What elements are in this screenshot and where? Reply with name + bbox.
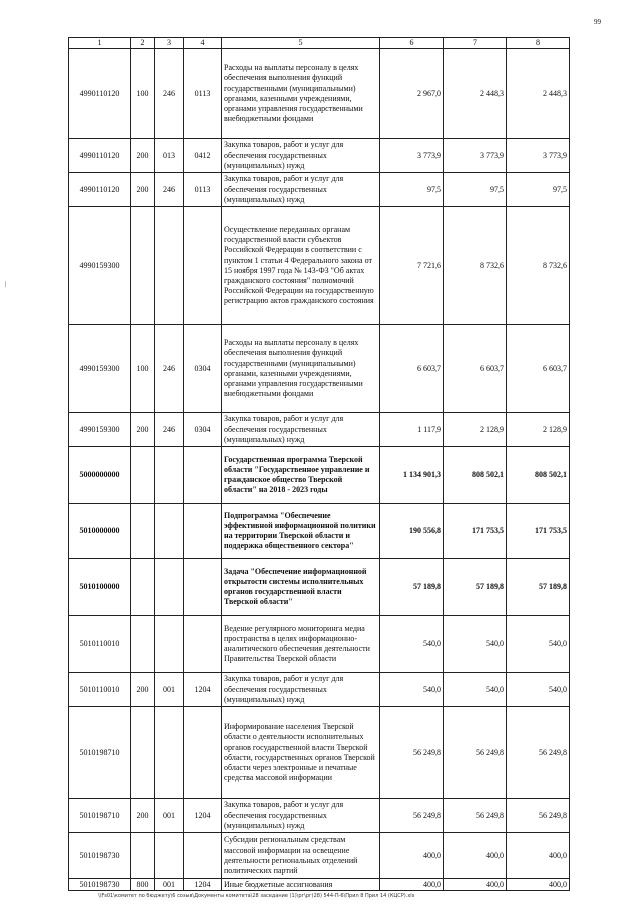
row-vr: 200 xyxy=(131,139,155,173)
table-row xyxy=(69,879,570,891)
margin-mark: | xyxy=(5,280,7,288)
row-vr: 100 xyxy=(131,325,155,413)
row-code: 4990159300 xyxy=(69,413,131,447)
row-section: 1204 xyxy=(184,673,222,707)
header-col-2: 2 xyxy=(131,38,155,49)
header-row xyxy=(69,38,570,49)
row-code: 5010100000 xyxy=(69,559,131,616)
row-kosgu xyxy=(155,707,184,799)
row-section: 0304 xyxy=(184,325,222,413)
row-amount-2018: 3 773,9 xyxy=(380,139,444,173)
row-kosgu xyxy=(155,447,184,504)
row-vr xyxy=(131,207,155,325)
row-section: 1204 xyxy=(184,879,222,891)
header-col-4: 4 xyxy=(184,38,222,49)
row-amount-2019: 3 773,9 xyxy=(444,139,507,173)
row-kosgu: 001 xyxy=(155,799,184,833)
row-code: 4990159300 xyxy=(69,207,131,325)
page-number: 99 xyxy=(594,18,601,26)
row-section: 0304 xyxy=(184,413,222,447)
header-col-8: 8 xyxy=(507,38,570,49)
row-amount-2020: 6 603,7 xyxy=(507,325,570,413)
row-kosgu xyxy=(155,207,184,325)
row-description: Субсидии региональным средствам массовой информации на освещение деятельности региональных отделений политических партий xyxy=(222,833,380,879)
row-vr: 800 xyxy=(131,879,155,891)
row-amount-2018: 1 134 901,3 xyxy=(380,447,444,504)
row-kosgu: 013 xyxy=(155,139,184,173)
row-code: 4990110120 xyxy=(69,139,131,173)
table-row xyxy=(69,447,570,504)
row-description: Закупка товаров, работ и услуг для обеспечения государственных (муниципальных) нужд xyxy=(222,673,380,707)
row-amount-2019: 57 189,8 xyxy=(444,559,507,616)
row-code: 5010198730 xyxy=(69,879,131,891)
row-amount-2020: 56 249,8 xyxy=(507,707,570,799)
row-kosgu xyxy=(155,616,184,673)
header-col-6: 6 xyxy=(380,38,444,49)
row-kosgu: 246 xyxy=(155,325,184,413)
row-kosgu: 001 xyxy=(155,879,184,891)
row-amount-2018: 400,0 xyxy=(380,879,444,891)
row-section: 0113 xyxy=(184,173,222,207)
row-amount-2020: 2 448,3 xyxy=(507,49,570,139)
row-section xyxy=(184,833,222,879)
row-code: 5010000000 xyxy=(69,504,131,559)
row-amount-2020: 97,5 xyxy=(507,173,570,207)
table-row xyxy=(69,173,570,207)
row-kosgu xyxy=(155,833,184,879)
table-row xyxy=(69,207,570,325)
row-code: 5010110010 xyxy=(69,616,131,673)
row-amount-2018: 6 603,7 xyxy=(380,325,444,413)
row-amount-2020: 56 249,8 xyxy=(507,799,570,833)
table-row xyxy=(69,504,570,559)
row-description: Информирование населения Тверской области о деятельности исполнительных органов государственной власти Тверской области, государственных органов Тверской области через электронные и печатные средства массовой информации xyxy=(222,707,380,799)
row-description: Подпрограмма "Обеспечение эффективной информационной политики на территории Тверской области и поддержка общественного сектора" xyxy=(222,504,380,559)
row-description: Иные бюджетные ассигнования xyxy=(222,879,380,891)
row-vr: 100 xyxy=(131,49,155,139)
row-amount-2019: 56 249,8 xyxy=(444,707,507,799)
row-amount-2018: 7 721,6 xyxy=(380,207,444,325)
row-amount-2020: 400,0 xyxy=(507,879,570,891)
row-code: 5010110010 xyxy=(69,673,131,707)
table-row xyxy=(69,833,570,879)
row-amount-2018: 56 249,8 xyxy=(380,799,444,833)
row-amount-2020: 808 502,1 xyxy=(507,447,570,504)
table-row xyxy=(69,799,570,833)
row-description: Задача "Обеспечение информационной открытости системы исполнительных органов государственной власти Тверской области" xyxy=(222,559,380,616)
row-description: Осуществление переданных органам государственной власти субъектов Российской Федерации в соответствии с пунктом 1 статьи 4 Федерального закона от 15 ноября 1997 года № 143-ФЗ "Об актах гражданского состояния" полномочий Российской Федерации на государственную регистрацию актов гражданского состояния xyxy=(222,207,380,325)
row-amount-2019: 97,5 xyxy=(444,173,507,207)
footer-file-path: \\Fs01\комитет по бюджету\6 созыв\Документы комитета\28 заседание (1)\рг\рг(28) 544-П-6\Прил 8 Прил 14 (КЦСР).xls xyxy=(98,893,415,899)
table-row xyxy=(69,673,570,707)
table-row xyxy=(69,707,570,799)
row-kosgu xyxy=(155,504,184,559)
row-section: 0113 xyxy=(184,49,222,139)
row-amount-2020: 57 189,8 xyxy=(507,559,570,616)
header-col-5: 5 xyxy=(222,38,380,49)
table-row xyxy=(69,49,570,139)
row-code: 5000000000 xyxy=(69,447,131,504)
row-kosgu: 246 xyxy=(155,49,184,139)
row-vr: 200 xyxy=(131,413,155,447)
row-amount-2020: 8 732,6 xyxy=(507,207,570,325)
row-vr xyxy=(131,616,155,673)
row-amount-2018: 540,0 xyxy=(380,616,444,673)
row-vr: 200 xyxy=(131,673,155,707)
header-col-3: 3 xyxy=(155,38,184,49)
row-vr: 200 xyxy=(131,799,155,833)
table-row xyxy=(69,559,570,616)
row-vr xyxy=(131,559,155,616)
row-amount-2019: 2 128,9 xyxy=(444,413,507,447)
header-col-1: 1 xyxy=(69,38,131,49)
row-code: 4990110120 xyxy=(69,173,131,207)
row-description: Ведение регулярного мониторинга медиа пространства в целях информационно-аналитического обеспечения деятельности Правительства Тверской области xyxy=(222,616,380,673)
row-amount-2019: 808 502,1 xyxy=(444,447,507,504)
row-amount-2019: 56 249,8 xyxy=(444,799,507,833)
row-description: Закупка товаров, работ и услуг для обеспечения государственных (муниципальных) нужд xyxy=(222,799,380,833)
row-amount-2019: 6 603,7 xyxy=(444,325,507,413)
row-section xyxy=(184,616,222,673)
row-kosgu xyxy=(155,559,184,616)
row-vr xyxy=(131,447,155,504)
row-code: 5010198710 xyxy=(69,799,131,833)
row-amount-2019: 171 753,5 xyxy=(444,504,507,559)
table-row xyxy=(69,413,570,447)
row-amount-2018: 540,0 xyxy=(380,673,444,707)
row-description: Закупка товаров, работ и услуг для обеспечения государственных (муниципальных) нужд xyxy=(222,173,380,207)
row-amount-2019: 400,0 xyxy=(444,833,507,879)
row-kosgu: 246 xyxy=(155,173,184,207)
row-description: Расходы на выплаты персоналу в целях обеспечения выполнения функций государственными (муниципальными) органами, казенными учреждениями, органами управления государственными внебюджетными фондами xyxy=(222,49,380,139)
row-code: 4990110120 xyxy=(69,49,131,139)
row-vr: 200 xyxy=(131,173,155,207)
budget-table xyxy=(68,37,570,891)
row-amount-2019: 540,0 xyxy=(444,616,507,673)
row-vr xyxy=(131,707,155,799)
row-amount-2020: 2 128,9 xyxy=(507,413,570,447)
table-row xyxy=(69,325,570,413)
row-description: Расходы на выплаты персоналу в целях обеспечения выполнения функций государственными (муниципальными) органами, казенными учреждениями, органами управления государственными внебюджетными фондами xyxy=(222,325,380,413)
row-section xyxy=(184,504,222,559)
row-amount-2020: 171 753,5 xyxy=(507,504,570,559)
row-amount-2020: 400,0 xyxy=(507,833,570,879)
table-row xyxy=(69,616,570,673)
row-description: Закупка товаров, работ и услуг для обеспечения государственных (муниципальных) нужд xyxy=(222,413,380,447)
row-section xyxy=(184,447,222,504)
row-kosgu: 001 xyxy=(155,673,184,707)
row-amount-2019: 2 448,3 xyxy=(444,49,507,139)
row-section: 0412 xyxy=(184,139,222,173)
row-amount-2019: 540,0 xyxy=(444,673,507,707)
row-amount-2020: 3 773,9 xyxy=(507,139,570,173)
row-kosgu: 246 xyxy=(155,413,184,447)
row-description: Государственная программа Тверской области "Государственное управление и гражданское общество Тверской области" на 2018 - 2023 годы xyxy=(222,447,380,504)
row-amount-2018: 1 117,9 xyxy=(380,413,444,447)
row-amount-2018: 190 556,8 xyxy=(380,504,444,559)
header-col-7: 7 xyxy=(444,38,507,49)
row-vr xyxy=(131,833,155,879)
row-amount-2019: 8 732,6 xyxy=(444,207,507,325)
row-amount-2020: 540,0 xyxy=(507,616,570,673)
row-section xyxy=(184,207,222,325)
row-code: 5010198730 xyxy=(69,833,131,879)
row-vr xyxy=(131,504,155,559)
table-row xyxy=(69,139,570,173)
row-description: Закупка товаров, работ и услуг для обеспечения государственных (муниципальных) нужд xyxy=(222,139,380,173)
row-code: 5010198710 xyxy=(69,707,131,799)
row-amount-2018: 97,5 xyxy=(380,173,444,207)
row-code: 4990159300 xyxy=(69,325,131,413)
row-amount-2018: 400,0 xyxy=(380,833,444,879)
row-amount-2019: 400,0 xyxy=(444,879,507,891)
row-section xyxy=(184,707,222,799)
row-amount-2020: 540,0 xyxy=(507,673,570,707)
row-section: 1204 xyxy=(184,799,222,833)
row-amount-2018: 57 189,8 xyxy=(380,559,444,616)
row-section xyxy=(184,559,222,616)
row-amount-2018: 56 249,8 xyxy=(380,707,444,799)
row-amount-2018: 2 967,0 xyxy=(380,49,444,139)
